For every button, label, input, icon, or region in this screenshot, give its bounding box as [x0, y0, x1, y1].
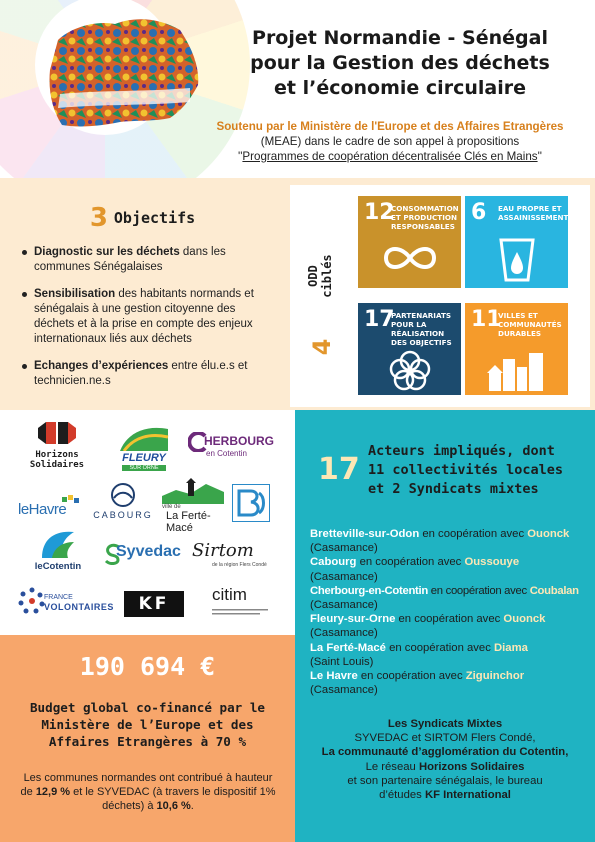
logo-citim [208, 585, 278, 621]
senegal-commune: Diama [494, 641, 528, 654]
horizons-line-2: Solidaires [29, 460, 85, 470]
odd-tile-6 [465, 196, 568, 288]
program-name: Programmes de coopération décentralisée Clés en Mains [242, 150, 538, 163]
odd-count: 4 [308, 338, 336, 356]
pair-region: (Casamance) [310, 570, 378, 583]
ferte-pre: ville de [162, 504, 181, 510]
title-line-3: et l’économie circulaire [274, 77, 526, 99]
volontaires-dots-icon [18, 586, 46, 616]
logo-kf-international [124, 591, 184, 617]
logo-sirtom [192, 540, 272, 572]
logo-france-volontaires [18, 586, 114, 622]
note-part: et le SYVEDAC (à travers le dispositif 1% déchets) à [70, 786, 276, 812]
horizons-line-1: Horizons [35, 450, 79, 460]
list-item [310, 555, 595, 569]
objective-text: entre élu.e.s et technicien.ne.s [34, 360, 248, 387]
odd-title: CONSOMMATION ET PRODUCTION RESPONSABLES [391, 204, 459, 231]
pair-link: en coopération avec [419, 528, 528, 540]
senegal-commune: Ouonck [527, 528, 570, 540]
cherbourg-sub: en Cotentin [206, 449, 247, 458]
list-item [310, 584, 595, 598]
cabourg-emblem-icon [108, 482, 138, 508]
pair-link: en coopération avec [385, 641, 494, 654]
logo-bretteville [232, 484, 270, 522]
title-line-2: pour la Gestion des déchets [250, 52, 550, 74]
volontaires-line-1: FRANCE [44, 594, 73, 601]
quote-close: '' [537, 150, 543, 163]
actors-heading [368, 442, 583, 499]
ferte-name: La Ferté-Macé [166, 510, 211, 534]
support-line-2: (MEAE) dans le cadre de son appel à propositions [260, 135, 520, 148]
support-info [190, 119, 590, 164]
logo-syvedac [104, 541, 184, 567]
budget-text: Budget global co-financé par le Ministère de l’Europe et des Affaires Etrangères à 70 % [29, 700, 266, 749]
pair-link: en coopération avec [356, 556, 465, 569]
fleury-sub: SUR ORNE [122, 465, 166, 471]
list-item [310, 669, 595, 683]
pair-region: (Casamance) [310, 684, 378, 697]
title-line-1: Projet Normandie - Sénégal [252, 27, 548, 49]
sirtom-sub: de la région Flers Condé [212, 562, 267, 568]
citim-tagline-lines-icon [212, 609, 272, 617]
citim-name: citim [212, 585, 247, 604]
cabourg-name: CABOURG [93, 510, 153, 520]
support-org: Soutenu par le Ministère de l'Europe et des Affaires Etrangères [216, 120, 564, 133]
cooperation-list [310, 527, 595, 697]
program-line [190, 149, 590, 164]
odd-tile-12 [358, 196, 461, 288]
bretteville-b-icon [233, 485, 269, 521]
objectives-count: 3 [89, 203, 108, 233]
odd-number: 12 [364, 200, 395, 225]
water-glass-icon [485, 238, 549, 282]
pair-link: en coopération avec [357, 670, 466, 683]
fleury-name: FLEURY [122, 452, 166, 464]
normandy-commune: Bretteville-sur-Odon [310, 528, 420, 540]
ferte-town-icon [162, 478, 224, 504]
odd-title: VILLES ET COMMUNAUTÉS DURABLES [498, 311, 562, 338]
syndicates-title: Les Syndicats Mixtes [387, 718, 503, 730]
lehavre-name: leHavre [18, 501, 67, 518]
volontaires-line-2: VOLONTAIRES [44, 602, 114, 612]
syndicates-part: d’études [379, 789, 425, 802]
cherbourg-name: HERBOURG [204, 434, 275, 448]
syndicates-line: La communauté d’agglomération du Cotentin, [321, 746, 569, 759]
odd-tile-17 [358, 303, 461, 395]
pair-region: (Saint Louis) [310, 655, 374, 668]
page-title [215, 26, 585, 101]
list-item [310, 527, 595, 541]
objective-text: des habitants normands et sénégalais à une gestion citoyenne des déchets et à la prise en compte des enjeux internationaux liés aux déchets [34, 288, 254, 345]
infinity-icon [378, 238, 442, 278]
syndicates-line [305, 760, 585, 774]
list-item [310, 612, 595, 626]
normandy-commune: Le Havre [310, 670, 358, 683]
pair-link: en coopération avec [395, 613, 504, 626]
syndicates-part: Horizons Solidaires [418, 760, 525, 773]
horizons-mark-icon [22, 418, 92, 448]
cotentin-name: leCotentin [34, 561, 82, 572]
objectives-heading [0, 203, 285, 233]
objectives-label: Objectifs [113, 209, 196, 227]
logo-horizons-solidaires [22, 418, 92, 474]
cotentin-mark-icon [38, 528, 78, 560]
odd-tile-11 [465, 303, 568, 395]
actors-count: 17 [318, 452, 360, 487]
logo-la-ferte-mace [162, 478, 228, 534]
objective-bold: Diagnostic sur les déchets [34, 246, 180, 258]
kf-name: KF [138, 594, 170, 614]
note-pct-syvedac: 10,6 % [156, 800, 191, 812]
syndicates-block [305, 717, 585, 802]
list-item [20, 245, 265, 275]
syndicates-line: SYVEDAC et SIRTOM Flers Condé, [354, 732, 536, 745]
senegal-commune: Coubalan [529, 584, 579, 597]
syndicates-part: Le réseau [365, 760, 419, 773]
list-item [20, 287, 265, 347]
pair-region: (Casamance) [310, 542, 378, 555]
city-buildings-icon [485, 349, 549, 393]
odd-number: 17 [364, 307, 395, 332]
senegal-commune: Ziguinchor [465, 670, 525, 683]
normandy-commune: Fleury-sur-Orne [310, 613, 396, 626]
fleury-mark-icon [118, 425, 170, 451]
odd-number: 6 [471, 200, 487, 225]
odd-label: ODD ciblés [306, 254, 334, 298]
pair-link: en coopération avec [427, 584, 530, 597]
syndicates-part: KF International [424, 789, 511, 802]
list-item [20, 359, 265, 389]
quote-open: '' [237, 150, 243, 163]
objective-bold: Echanges d’expériences [34, 360, 169, 372]
budget-note [18, 771, 278, 813]
objectives-list [20, 245, 265, 401]
syvedac-name: Syvedac [116, 543, 181, 560]
normandy-commune: Cherbourg-en-Cotentin [310, 584, 428, 597]
odd-title: EAU PROPRE ET ASSAINISSEMENT [498, 204, 569, 222]
pair-region: (Casamance) [310, 627, 378, 640]
senegal-map-illustration [40, 10, 210, 140]
pair-region: (Casamance) [310, 599, 378, 612]
senegal-commune: Oussouye [464, 556, 520, 569]
partnership-flower-icon [378, 349, 442, 393]
odd-title: PARTENARIATS POUR LA RÉALISATION DES OBJECTIFS [391, 311, 452, 347]
syndicates-line: et son partenaire sénégalais, le bureau [347, 774, 543, 787]
logo-cherbourg [188, 432, 275, 462]
note-part: . [190, 800, 194, 812]
list-item [310, 641, 595, 655]
objective-text: dans les communes Sénégalaises [34, 246, 226, 273]
note-part: Les communes normandes ont contribué à hauteur de [20, 772, 273, 798]
normandy-commune: La Ferté-Macé [310, 641, 386, 654]
actors-heading-line: et 2 Syndicats mixtes [368, 481, 539, 497]
actors-heading-line: 11 collectivités locales [368, 462, 564, 478]
actors-heading-line: Acteurs impliqués, dont [368, 443, 555, 459]
logo-le-cotentin [30, 528, 86, 578]
logo-fleury-sur-orne [118, 425, 170, 473]
syndicates-line [305, 788, 585, 802]
sirtom-name: Sirtom [192, 540, 254, 561]
odd-number: 11 [471, 307, 502, 332]
senegal-commune: Ouonck [503, 613, 546, 626]
objective-bold: Sensibilisation [34, 288, 116, 300]
budget-amount: 190 694 € [79, 652, 216, 681]
logo-le-havre [18, 495, 84, 521]
logo-cabourg [88, 482, 158, 522]
note-pct-communes: 12,9 % [35, 786, 71, 798]
normandy-commune: Cabourg [310, 556, 357, 569]
